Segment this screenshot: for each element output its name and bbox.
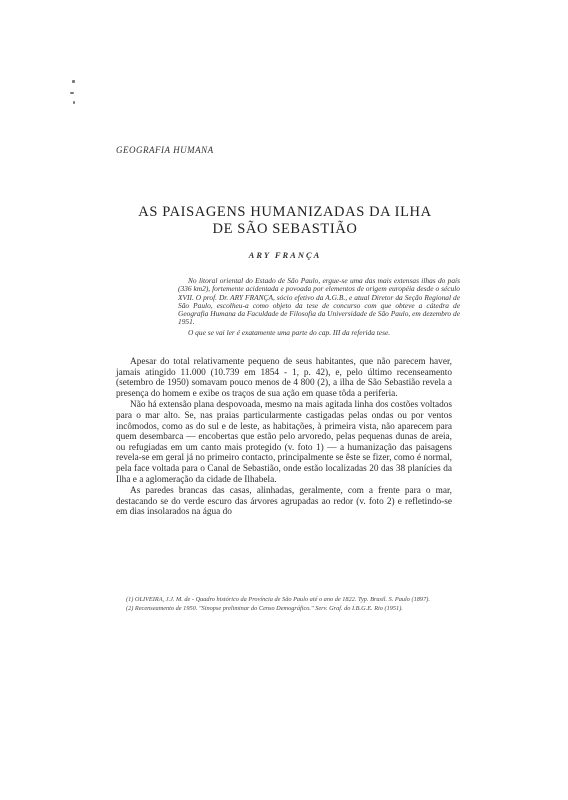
abstract-paragraph: No litoral oriental do Estado de São Paulo, ergue-se uma das mais extensas ilhas do país (336 km2), fortemente acidentada e povoada por elementos de origem européia desde o século XVII. O prof. Dr. ARY FRANÇA, sócio efetivo da A.G.B., e atual Diretor da Seção Regional de São Paulo, escolheu-a como objeto da tese de concurso com que obteve a cátedra de Geografia Humana da Faculdade de Filosofia da Universidade de São Paulo, em dezembro de 1951. [178,276,460,327]
scan-mark [70,92,74,94]
scan-mark [72,80,75,83]
body-paragraph: As paredes brancas das casas, alinhadas, geralmente, com a frente para o mar, destacando se do verde escuro das árvores agrupadas ao redor (v. foto 2) e refletindo-se em dias insolarados na água do [116,486,452,518]
footnotes [116,596,454,612]
footnote: (1) OLIVEIRA, J.J. M. de - Quadro histórico da Província de São Paulo até o ano de 1822. Typ. Brasil. S. Paulo (1897). [126,596,430,603]
body-paragraph: Apesar do total relativamente pequeno de seus habitantes, que não parecem haver, jamais atingido 11.000 (10.739 em 1854 - 1, p. 42), e, pelo último recenseamento (setembro de 1950) somavam pouco menos de 4 800 (2), a ilha de São Sebastião revela a presença do homem e exibe os traços de sua ação em quase tôda a periferia. [116,357,452,399]
abstract [178,277,460,337]
body-paragraph: Não há extensão plana despovoada, mesmo na mais agitada linha dos costões voltados para o mar alto. Se, nas praias particularmente castigadas pelas ondas ou por ventos incômodos, como as do sul e de leste, as habitações, à primeira vista, não aparecem para quem desembarca — encobertas que estão pelo arvoredo, pelas pequenas dunas de areia, ou refugiadas em um canto mais protegido (v. foto 1) — a humanização das paisagens revela-se em geral já no primeiro contacto, principalmente se êste se fizer, como é normal, pela face voltada para o Canal de Sebastião, onde estão localizadas 20 das 38 planícies da Ilha e a aglomeração da cidade de Ilhabela. [116,400,452,485]
article-title: AS PAISAGENS HUMANIZADAS DA ILHA [138,204,432,220]
abstract-note: O que se vai ler é exatamente uma parte do cap. III da referida tese. [188,327,391,337]
article-body [116,357,452,518]
article-title-line-2: DE SÃO SEBASTIÃO [212,221,358,237]
scan-mark [73,101,75,104]
author-name: ARY FRANÇA [248,250,322,260]
section-label: GEOGRAFIA HUMANA [116,145,214,155]
footnote: (2) Recenseamento de 1950. "Sinopse preliminar do Censo Demográfico." Serv. Graf. do I.B.G.E. Rio (1951). [126,604,403,612]
